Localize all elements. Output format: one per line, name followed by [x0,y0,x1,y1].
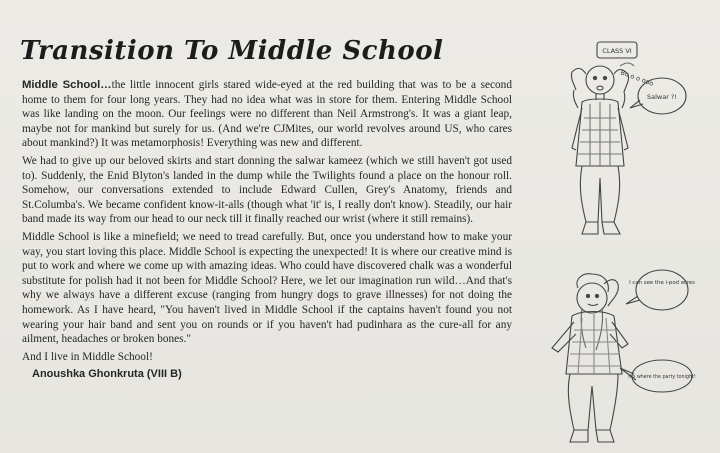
paragraph-2: We had to give up our beloved skirts and start donning the salwar kameez (which we still haven't got used to). Suddenly, the Enid Blyton's landed in the dump while the Twilights found a place on the honour roll. Somehow, our conversations extended to include Edward Cullen, Grey's Anatomy, friends and St.Columba's. We became confident know-it-alls (though what 'it' is, I really don't know). Steadily, our hair band made its way from our head to our neck till it finally reached our wrist (where it still remains). [22,154,512,226]
sound-text: Bo o o ooo [619,68,655,88]
party-note-text: It's where the party tonight! [628,375,696,380]
paragraph-4: And I live in Middle School! [22,350,153,363]
lead-phrase: Middle School… [22,79,112,91]
class-badge-text: CLASS VI [602,47,632,55]
sketch-ipod-student [512,262,712,452]
author-byline: Anoushka Ghonkruta (VIII B) [32,368,182,381]
paragraph-1 [22,78,512,151]
paragraph-1-text: the little innocent girls stared wide-eyed at the red building that was to be a second home to them for four long years. They had no idea what was in store for them. Entering Middle School was like landing on the moon. Our feelings were no different than Neil Armstrong's. It was a giant leap, maybe not for mankind but surely for us. (And we're CJMites, our world revolves around US, who cares about mankind?) It was metamorphosis! Everything was new and different. [22,79,512,150]
new-student-drawing [512,38,712,253]
paragraph-3: Middle School is like a minefield; we need to tread carefully. But, once you understand how to make your way, you start loving this place. Middle School is expecting the unexpected! It is where our creative mind is put to work and where we come up with amazing ideas. Who could have discovered chalk was a wonderful substitute for polish had it not been for Middle School? Here, we let our imagination run wild…And that's why we always have a different excuse (ranging from hungry dogs to grave illnesses) for not doing the homework. As I have heard, "You haven't lived in Middle School if the captains haven't found you not wearing your hair band and sent you on rounds or if you haven't had pudinhara as the cure-all for any ailment, headaches or broken bones." [22,230,512,346]
ipod-student-drawing [512,262,712,452]
sketch-new-student [512,38,712,253]
ipod-speech-text: I can see the i-pod wires [629,280,695,286]
salwar-speech-text: Salwar ?! [646,93,678,101]
article-title: Transition To Middle School [20,36,444,66]
article-body [22,78,512,382]
